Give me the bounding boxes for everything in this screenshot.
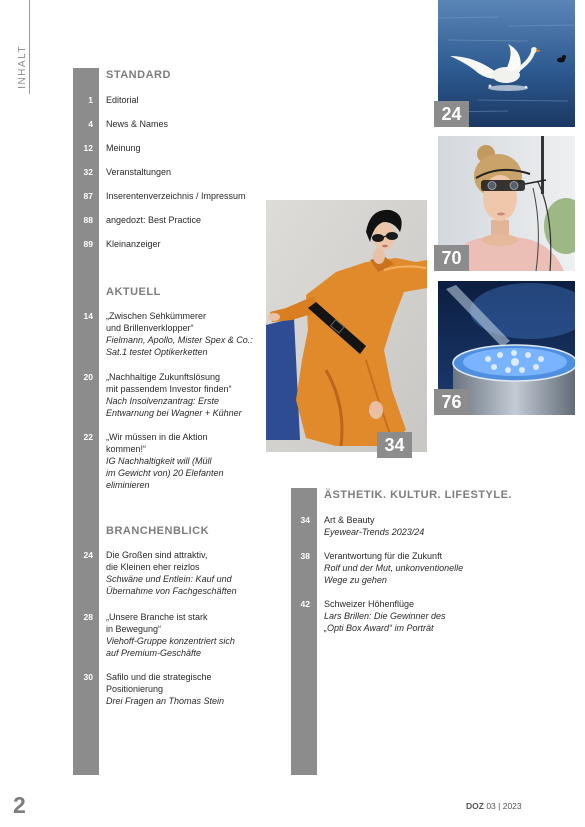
toc-entry-text (106, 94, 139, 106)
toc-entry-subtitle: IG Nachhaltigkeit will (Müll im Gewicht von) 20 Elefanten eliminieren (106, 456, 224, 490)
toc-entry-subtitle: Nach Insolvenzantrag: Erste Entwarnung bei Wagner + Kühner (106, 396, 242, 418)
side-rule (29, 0, 30, 94)
toc-entry-text (106, 431, 224, 491)
toc-page-number: 38 (300, 551, 310, 561)
toc-entry-text (106, 214, 201, 226)
side-label-text: INHALT (17, 45, 28, 89)
toc-entry-text (106, 238, 161, 250)
toc-entry-text (106, 611, 235, 659)
toc-entry-subtitle: Fielmann, Apollo, Mister Spex & Co.: Sat.1 testet Optikerketten (106, 335, 253, 357)
toc-entry-text (106, 190, 246, 202)
section-heading-lifestyle: ÄSTHETIK. KULTUR. LIFESTYLE. (324, 489, 512, 501)
photo-teaser-4 (266, 200, 427, 452)
toc-entry-subtitle: Viehoff-Gruppe konzentriert sich auf Premium-Geschäfte (106, 636, 235, 658)
photo-teaser-4-image (266, 200, 427, 452)
toc-entry-title: Meinung (106, 143, 141, 153)
toc-page-number: 12 (83, 143, 93, 153)
toc-page-number: 87 (83, 191, 93, 201)
toc-entry-title: Art & Beauty (324, 515, 375, 525)
toc-page-number: 42 (300, 599, 310, 609)
toc-entry-text (106, 671, 224, 707)
toc-entry-text (324, 550, 463, 586)
toc-page-number: 22 (83, 432, 93, 442)
toc-page-number: 34 (300, 515, 310, 525)
toc-entry-title: „Nachhaltige Zukunftslösung mit passendem Investor finden“ (106, 372, 232, 394)
toc-entry-title: „Wir müssen in die Aktion kommen!“ (106, 432, 208, 454)
section-heading-aktuell: AKTUELL (106, 286, 161, 298)
toc-page-number: 1 (88, 95, 93, 105)
toc-entry-title: „Unsere Branche ist stark in Bewegung“ (106, 612, 208, 634)
toc-entry-text (106, 118, 168, 130)
toc-entry-title: Schweizer Höhenflüge (324, 599, 415, 609)
toc-entry-title: Kleinanzeiger (106, 239, 161, 249)
toc-page-number: 28 (83, 612, 93, 622)
toc-entry-title: Editorial (106, 95, 139, 105)
footer-magazine-name: DOZ (466, 801, 484, 811)
toc-entry-subtitle: Eyewear-Trends 2023/24 (324, 527, 425, 537)
toc-entry-title: Veranstaltungen (106, 167, 172, 177)
toc-entry-title: angedozt: Best Practice (106, 215, 202, 225)
toc-page-number: 14 (83, 311, 93, 321)
page-number: 2 (13, 792, 26, 818)
toc-entry-title: Safilo und die strategische Positionierung (106, 672, 212, 694)
toc-page-number: 32 (83, 167, 93, 177)
photo-page-label: 34 (377, 432, 412, 458)
toc-entry-text (106, 166, 171, 178)
toc-entry-subtitle: Lars Brillen: Die Gewinner des „Opti Box Award“ im Porträt (324, 611, 446, 633)
footer-issue-number: 03 | 2023 (486, 801, 522, 811)
toc-page-number: 88 (83, 215, 93, 225)
toc-entry-title: Inserentenverzeichnis / Impressum (106, 191, 246, 201)
toc-page-number: 4 (88, 119, 93, 129)
section-heading-standard: STANDARD (106, 69, 171, 81)
toc-entry-text (106, 142, 141, 154)
photo-page-label: 24 (434, 101, 469, 127)
toc-page-number: 89 (83, 239, 93, 249)
toc-entry-title: Die Großen sind attraktiv, die Kleinen eher reizlos (106, 550, 208, 572)
toc-entry-subtitle: Drei Fragen an Thomas Stein (106, 696, 225, 706)
toc-page-number: 20 (83, 372, 93, 382)
toc-entry-subtitle: Schwäne und Entlein: Kauf und Übernahme von Fachgeschäften (106, 574, 237, 596)
side-label (16, 45, 29, 93)
toc-page-number: 30 (83, 672, 93, 682)
toc-page-number: 24 (83, 550, 93, 560)
toc-entry-text (324, 514, 424, 538)
toc-entry-title: Verantwortung für die Zukunft (324, 551, 443, 561)
toc-entry-text (106, 371, 242, 419)
toc-entry-subtitle: Rolf und der Mut, unkonventionelle Wege zu gehen (324, 563, 464, 585)
photo-page-label: 70 (434, 245, 469, 271)
toc-entry-text (106, 310, 253, 358)
toc-entry-title: News & Names (106, 119, 169, 129)
photo-page-label: 76 (434, 389, 469, 415)
toc-entry-title: „Zwischen Sehkümmerer und Brillenverklopper“ (106, 311, 207, 333)
toc-entry-text (324, 598, 446, 634)
page-number-column-right (291, 488, 317, 775)
footer-issue (466, 801, 522, 812)
toc-entry-text (106, 549, 237, 597)
section-heading-branchenblick: BRANCHENBLICK (106, 525, 210, 537)
